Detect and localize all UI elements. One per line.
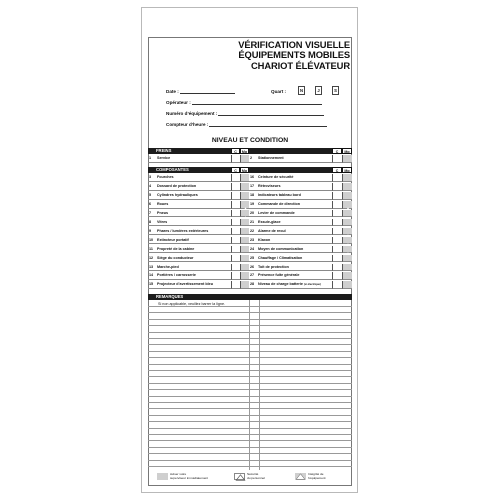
checklist-row [148,264,231,272]
item-number: 26 [250,264,255,269]
mq-checkbox[interactable] [342,174,352,182]
condition-checkbox[interactable] [332,255,342,263]
mq-checkbox[interactable] [342,228,352,236]
freins-col-mq-right: Mq [342,148,352,154]
item-label: Propreté de la cabine [157,246,195,251]
mq-checkbox[interactable] [342,219,352,227]
title-line-1: VÉRIFICATION VISUELLE [238,39,350,50]
composantes-header: COMPOSANTES [148,167,231,173]
checklist-row [148,281,231,289]
condition-checkbox[interactable] [231,281,240,289]
item-label: Ceinture de sécurité [258,175,294,179]
legend-immediate-line-2: superviseur immédiatement [170,475,208,480]
item-number: 27 [250,273,255,278]
operateur-line [192,101,322,105]
item-number: 15 [149,282,154,287]
item-number: 28 [250,282,255,287]
condition-checkbox[interactable] [332,237,342,245]
mq-checkbox[interactable] [342,201,352,209]
operateur-field[interactable] [166,100,322,105]
item-number: 14 [149,273,154,278]
date-line [180,90,235,94]
item-label: Marche-pied [157,264,179,269]
remarques-line[interactable] [148,447,352,448]
gray-swatch-icon [157,473,168,480]
remarques-line[interactable] [148,389,352,390]
item-number: 3 [149,175,152,179]
checklist-row [249,281,332,289]
mq-checkbox[interactable] [240,255,249,263]
mq-checkbox[interactable] [342,192,352,200]
numero-line [218,112,324,116]
mq-checkbox[interactable] [240,272,249,280]
item-label: Extincteur portatif [157,237,189,242]
item-label: Phares / lumières extérieures [157,228,209,233]
warning-triangle-filled-icon [295,473,306,480]
title-line-3: CHARIOT ÉLÉVATEUR [251,59,350,71]
remarques-line[interactable] [148,428,352,429]
checklist-row [249,192,332,200]
item-label: Essuie-glace [258,219,281,224]
checklist-row [249,219,332,227]
remarques-line[interactable] [148,396,352,397]
checklist-row [148,192,231,200]
checklist-row [249,201,332,209]
item-label: Niveau de charge batterie [258,282,303,287]
remarques-line[interactable] [148,332,352,333]
freins-col-c-right: C [332,148,342,154]
item-label: Klaxon [258,237,271,242]
item-number: 19 [250,201,255,206]
mq-checkbox[interactable] [240,155,249,163]
mq-checkbox[interactable] [240,192,249,200]
item-label: Levier de commande [258,210,295,215]
condition-checkbox[interactable] [332,174,342,182]
condition-checkbox[interactable] [231,183,240,191]
remarques-line[interactable] [148,466,352,467]
condition-checkbox[interactable] [231,237,240,245]
legend-equipement-line-2: l’équipement [308,475,326,480]
item-number: 21 [250,219,255,224]
item-label: Commande de direction [258,201,301,206]
item-number: 17 [250,183,255,188]
item-label: Pneus [157,210,169,215]
remarques-divider-right [259,300,260,470]
item-number: 18 [250,192,255,197]
checklist-row [148,246,231,254]
condition-checkbox[interactable] [332,272,342,280]
condition-checkbox[interactable] [332,183,342,191]
checklist-row [148,174,231,182]
mq-checkbox[interactable] [240,281,249,289]
numero-field[interactable] [166,111,324,116]
checklist-row [148,228,231,236]
compteur-label: Compteur d’heure : [166,122,209,127]
condition-checkbox[interactable] [231,201,240,209]
condition-checkbox[interactable] [231,219,240,227]
item-number: 5 [149,192,152,197]
item-number: 11 [149,246,153,251]
legend-equipement [308,473,326,480]
checklist-row [148,272,231,280]
item-label-note: (si électrique) [303,283,321,287]
warning-triangle-outline-icon [234,473,245,480]
item-label: Roues [157,201,169,206]
date-label: Date : [166,89,179,94]
checklist-row [249,174,332,182]
composantes-col-c-right: C [332,167,342,173]
remarques-line[interactable] [148,370,352,371]
condition-checkbox[interactable] [231,228,240,236]
mq-checkbox[interactable] [342,155,352,163]
condition-checkbox[interactable] [231,272,240,280]
operateur-label: Opérateur : [166,100,191,105]
legend-personnel-line-2: du personnel [247,475,265,480]
item-label: Présence fuite générale [258,273,300,278]
item-label: Vitres [157,219,168,224]
condition-checkbox[interactable] [231,192,240,200]
mq-checkbox[interactable] [240,210,249,218]
item-label: Alarme de recul [258,228,286,233]
remarques-line[interactable] [148,357,352,358]
checklist-row [148,219,231,227]
checklist-row [148,201,231,209]
checklist-row [148,155,231,163]
mq-checkbox[interactable] [342,281,352,289]
remarques-divider-left [249,300,250,470]
checklist-row [249,272,332,280]
remarques-line[interactable] [148,325,352,326]
condition-checkbox[interactable] [231,264,240,272]
remarques-line[interactable] [148,344,352,345]
quart-label: Quart : [271,89,287,94]
remarques-line[interactable] [148,440,352,441]
item-label: Service [157,156,171,160]
freins-header-right [249,148,332,154]
checklist-row [148,255,231,263]
item-label: Fourches [157,175,174,179]
remarques-line[interactable] [148,408,352,409]
item-number: 8 [149,219,152,224]
item-label: Moyen de communication [258,246,304,251]
mq-checkbox[interactable] [240,264,249,272]
item-number: 2 [250,156,253,160]
item-number: 22 [250,228,255,233]
item-number: 6 [149,201,152,206]
mq-checkbox[interactable] [240,246,249,254]
section-title: NIVEAU ET CONDITION [211,137,289,144]
mq-checkbox[interactable] [240,201,249,209]
condition-checkbox[interactable] [332,246,342,254]
remarques-line[interactable] [148,338,352,339]
remarques-line[interactable] [148,351,352,352]
remarques-line[interactable] [148,364,352,365]
mq-checkbox[interactable] [240,183,249,191]
condition-checkbox[interactable] [332,228,342,236]
remarques-line[interactable] [148,319,352,320]
mq-checkbox[interactable] [240,228,249,236]
condition-checkbox[interactable] [332,210,342,218]
mq-checkbox[interactable] [342,246,352,254]
checklist-row [148,210,231,218]
condition-checkbox[interactable] [332,281,342,289]
legend-equipement-line-1: Intégrité de [308,472,324,476]
compteur-field[interactable] [166,122,327,127]
freins-header: FREINS [148,148,231,154]
checklist-row [249,210,332,218]
item-number: 10 [149,237,154,242]
item-label: Cylindres hydrauliques [157,192,198,197]
remarques-header: REMARQUES [148,294,352,300]
checklist-row [249,228,332,236]
remarques-line[interactable] [148,402,352,403]
remarques-line[interactable] [148,306,352,307]
item-label: Dossard de protection [157,183,197,188]
title-line-2: ÉQUIPEMENTS MOBILES [238,49,350,61]
remarques-line[interactable] [148,421,352,422]
mq-checkbox[interactable] [342,272,352,280]
item-label: Rétroviseurs [258,183,281,188]
mq-checkbox[interactable] [342,255,352,263]
condition-checkbox[interactable] [231,155,240,163]
remarques-line[interactable] [148,434,352,435]
condition-checkbox[interactable] [231,210,240,218]
mq-checkbox[interactable] [240,219,249,227]
item-number: 23 [250,237,255,242]
checklist-row [249,264,332,272]
item-number: 13 [149,264,154,269]
item-label: Projecteur d’avertissement bleu [157,282,213,287]
item-label: Indicateurs tableau bord [258,192,301,197]
legend-personnel [247,473,265,480]
remarques-line[interactable] [148,312,352,313]
item-number: 4 [149,183,152,188]
item-label: Siège du conducteur [157,255,194,260]
freins-col-mq-left: Mq [241,150,248,154]
condition-checkbox[interactable] [332,219,342,227]
composantes-col-mq-right: Mq [342,167,352,173]
condition-checkbox[interactable] [332,201,342,209]
item-label: Portières / carrosserie [157,273,196,278]
mq-checkbox[interactable] [342,183,352,191]
date-field[interactable] [166,89,235,94]
quart-box-j[interactable]: J [315,86,322,95]
mq-checkbox[interactable] [342,264,352,272]
legend-personnel-line-1: Sécurité [247,472,259,476]
checklist-row [249,183,332,191]
remarques-line[interactable] [148,376,352,377]
item-label: Chauffage / Climatisation [258,255,303,260]
item-number: 20 [250,210,255,215]
remarques-line[interactable] [148,460,352,461]
legend-immediate [170,473,208,480]
remarques-line[interactable] [148,415,352,416]
form-title [214,40,350,71]
checklist-row [148,237,231,245]
freins-col-c-left: C [231,148,240,154]
condition-checkbox[interactable] [332,192,342,200]
remarques-line[interactable] [148,453,352,454]
composantes-header-right [249,167,332,173]
mq-checkbox[interactable] [240,174,249,182]
item-number: 12 [149,255,154,260]
condition-checkbox[interactable] [231,255,240,263]
remarques-line[interactable] [148,383,352,384]
mq-checkbox[interactable] [342,210,352,218]
condition-checkbox[interactable] [231,174,240,182]
quart-box-s[interactable]: S [332,86,339,95]
checklist-row [249,246,332,254]
quart-box-n[interactable]: N [299,88,304,93]
checklist-row [148,183,231,191]
composantes-col-mq-left: Mq [241,169,248,173]
item-number: 24 [250,246,255,251]
numero-label: Numéro d’équipement : [166,111,218,116]
condition-checkbox[interactable] [332,264,342,272]
mq-checkbox[interactable] [240,237,249,245]
condition-checkbox[interactable] [332,155,342,163]
item-label: Toit de protection [258,264,289,269]
checklist-row [249,237,332,245]
mq-checkbox[interactable] [342,237,352,245]
legend-immediate-line-1: Aviser votre [170,472,187,476]
condition-checkbox[interactable] [231,246,240,254]
checklist-row [249,255,332,263]
item-number: 25 [250,255,255,260]
item-label: Stationnement [258,156,284,160]
composantes-col-c-left: C [231,167,240,173]
item-number: 16 [250,175,255,179]
compteur-line [209,123,327,127]
item-number: 7 [149,210,152,215]
remarques-note: Si non applicable, veuillez barrer la ligne. [158,302,226,306]
item-number: 1 [149,156,152,160]
item-number: 9 [149,228,152,233]
checklist-row [249,155,332,163]
